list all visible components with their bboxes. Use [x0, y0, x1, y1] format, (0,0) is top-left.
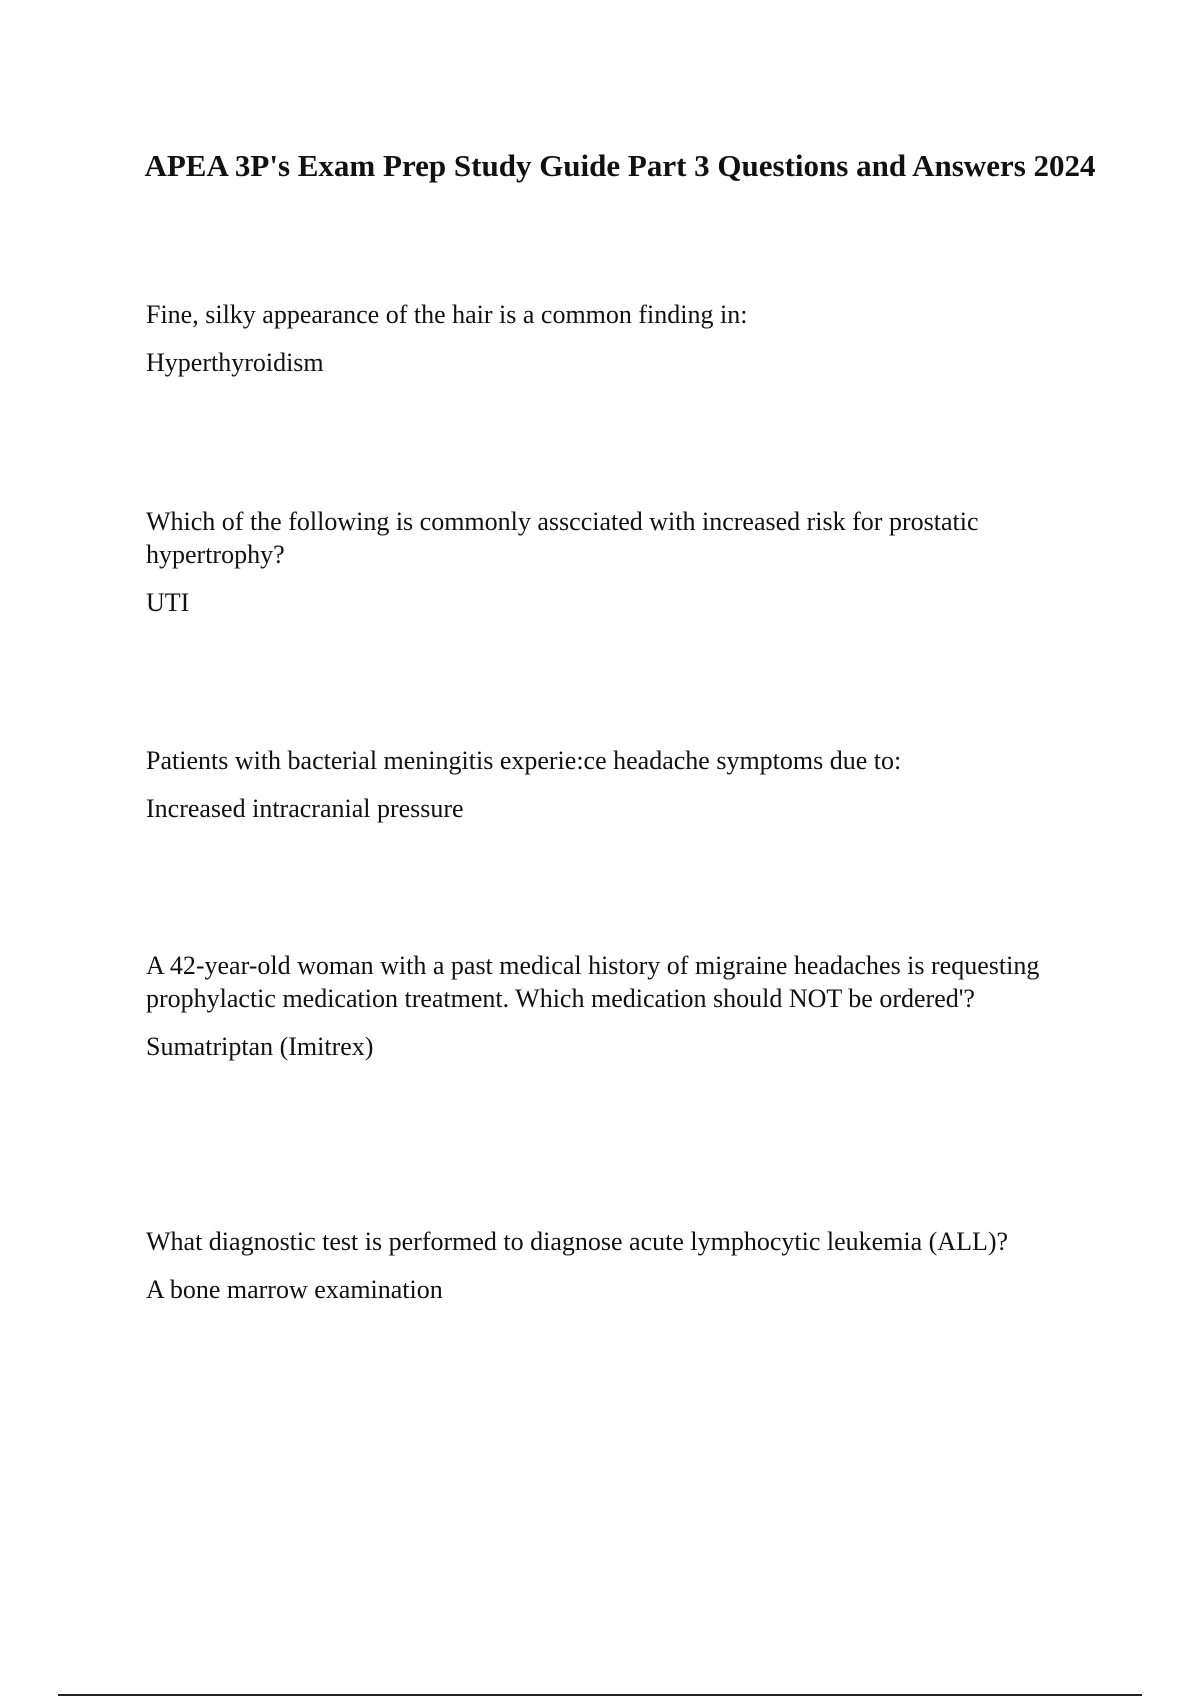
qa-item-3	[146, 744, 1106, 825]
question-1: Fine, silky appearance of the hair is a common finding in:	[146, 300, 748, 329]
qa-item-2	[146, 505, 1106, 619]
answer-2: UTI	[146, 588, 190, 617]
question-3: Patients with bacterial meningitis experie:ce headache symptoms due to:	[146, 746, 902, 775]
question-5: What diagnostic test is performed to diagnose acute lymphocytic leukemia (ALL)?	[146, 1227, 1009, 1256]
qa-item-1	[146, 298, 1106, 379]
answer-3: Increased intracranial pressure	[146, 794, 464, 823]
document-title: APEA 3P's Exam Prep Study Guide Part 3 Questions and Answers 2024	[144, 148, 1096, 183]
qa-item-4	[146, 949, 1106, 1063]
answer-4: Sumatriptan (Imitrex)	[146, 1032, 374, 1061]
page-bottom-rule	[58, 1694, 1142, 1696]
question-4: A 42-year-old woman with a past medical history of migraine headaches is requesting prophylactic medication treatment. Which medication should NOT be ordered'?	[146, 951, 1040, 1013]
question-2: Which of the following is commonly asscciated with increased risk for prostatic hypertrophy?	[146, 507, 979, 569]
answer-1: Hyperthyroidism	[146, 348, 324, 377]
answer-5: A bone marrow examination	[146, 1275, 443, 1304]
qa-item-5	[146, 1225, 1106, 1306]
